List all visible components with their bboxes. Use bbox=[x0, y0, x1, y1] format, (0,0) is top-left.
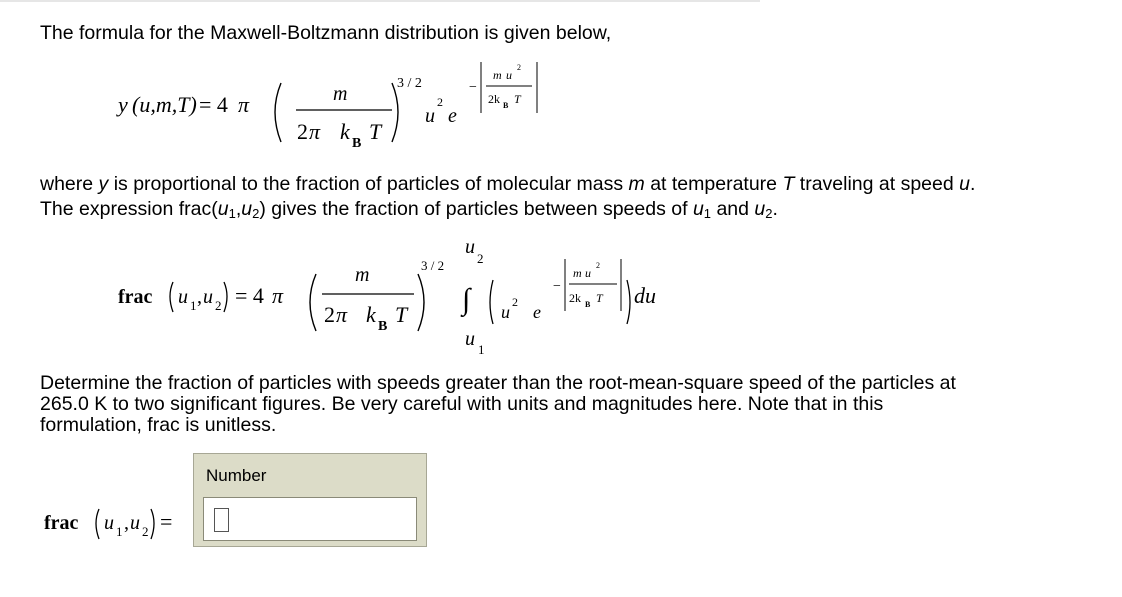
f1-exp-minus: − bbox=[469, 80, 477, 95]
f2-power: 3 / 2 bbox=[421, 258, 445, 273]
f2-exp-den-t: T bbox=[596, 291, 603, 305]
f2-upper-sub: 2 bbox=[477, 251, 484, 266]
f2-den-pi: π bbox=[336, 302, 348, 327]
ans-u1: u bbox=[104, 512, 114, 534]
f2-du: du bbox=[634, 283, 656, 308]
f1-den-sub-b: B bbox=[352, 136, 362, 151]
f1-exp-num-sq: 2 bbox=[517, 63, 521, 72]
number-answer-box bbox=[193, 453, 427, 547]
f1-den-pi: π bbox=[309, 119, 321, 144]
f1-pi: π bbox=[238, 92, 250, 117]
f1-coef: = 4 bbox=[199, 92, 228, 117]
input-caret-box bbox=[214, 508, 229, 532]
f2-pi: π bbox=[272, 283, 284, 308]
f2-den-sub-b: B bbox=[378, 319, 388, 334]
number-label: Number bbox=[206, 466, 267, 485]
f2-exp-num-u: u bbox=[585, 266, 591, 280]
question-line-1: Determine the fraction of particles with speeds greater than the root-mean-square speed of the particles at bbox=[40, 372, 956, 394]
f1-lhs-y: y bbox=[118, 92, 128, 117]
expression-text: The expression $frac(u_1,u_2)$ gives the fraction of particles between speeds of $u_1$ and $u_2$. bbox=[40, 198, 778, 221]
f2-coef: = 4 bbox=[235, 283, 264, 308]
f2-integral-sign: ∫ bbox=[462, 283, 471, 316]
f2-comma: , bbox=[197, 286, 202, 308]
question-line-2: 265.0 K to two significant figures. Be very careful with units and magnitudes here. Note that in this bbox=[40, 393, 884, 415]
f2-upper-u: u bbox=[465, 236, 475, 258]
f1-exp-den-t: T bbox=[514, 92, 521, 106]
f2-exp-minus: − bbox=[553, 279, 561, 294]
f2-frac-num: m bbox=[355, 264, 370, 286]
f2-exp-den-2k: 2k bbox=[569, 291, 581, 305]
f2-den-k: k bbox=[366, 302, 376, 327]
ans-equals: = bbox=[160, 509, 173, 534]
f2-u: u bbox=[501, 302, 510, 322]
f2-u2: u bbox=[203, 286, 213, 308]
intro-text: The formula for the Maxwell-Boltzmann distribution is given below, bbox=[40, 22, 612, 44]
f1-e: e bbox=[448, 105, 457, 127]
f2-exp-den-sub-b: B bbox=[585, 300, 591, 309]
f2-u1: u bbox=[178, 286, 188, 308]
f2-u2-sub: 2 bbox=[215, 298, 222, 313]
question-line-3: formulation, frac is unitless. bbox=[40, 414, 277, 436]
f1-exp-num-m: m bbox=[493, 68, 502, 82]
number-input[interactable] bbox=[203, 497, 417, 541]
where-text: where y is proportional to the fraction of particles of molecular mass m at temperature T traveling at speed u. bbox=[40, 173, 976, 195]
f1-u: u bbox=[425, 105, 435, 127]
ans-paren-right bbox=[151, 509, 154, 539]
f1-den-k: k bbox=[340, 119, 350, 144]
f2-den-2: 2 bbox=[324, 302, 335, 327]
f2-lower-u: u bbox=[465, 328, 475, 350]
f1-exp-num-u: u bbox=[506, 68, 512, 82]
f1-power: 3 / 2 bbox=[397, 76, 422, 91]
ans-frac-word: frac bbox=[44, 512, 79, 534]
f2-exp-num-sq: 2 bbox=[596, 261, 600, 270]
f1-exp-den-2k: 2k bbox=[488, 92, 500, 106]
f1-exp-den-sub-b: B bbox=[503, 101, 509, 110]
ans-paren-left bbox=[96, 509, 99, 539]
f2-frac-word: frac bbox=[118, 286, 153, 308]
ans-u1-sub: 1 bbox=[116, 524, 123, 539]
f1-den-t: T bbox=[369, 119, 382, 144]
ans-u2-sub: 2 bbox=[142, 524, 149, 539]
f2-exp-num-m: m bbox=[573, 266, 582, 280]
ans-u2: u bbox=[130, 512, 140, 534]
f2-den-t: T bbox=[395, 302, 408, 327]
f1-u-exp: 2 bbox=[437, 95, 443, 109]
f2-u-exp: 2 bbox=[512, 295, 518, 309]
f1-den-2: 2 bbox=[297, 119, 308, 144]
f2-e: e bbox=[533, 302, 541, 322]
ans-comma: , bbox=[124, 512, 129, 534]
f2-u1-sub: 1 bbox=[190, 298, 197, 313]
f1-frac-num: m bbox=[333, 83, 348, 105]
f2-lower-sub: 1 bbox=[478, 342, 485, 357]
f1-lhs-args: (u,m,T) bbox=[132, 92, 197, 117]
